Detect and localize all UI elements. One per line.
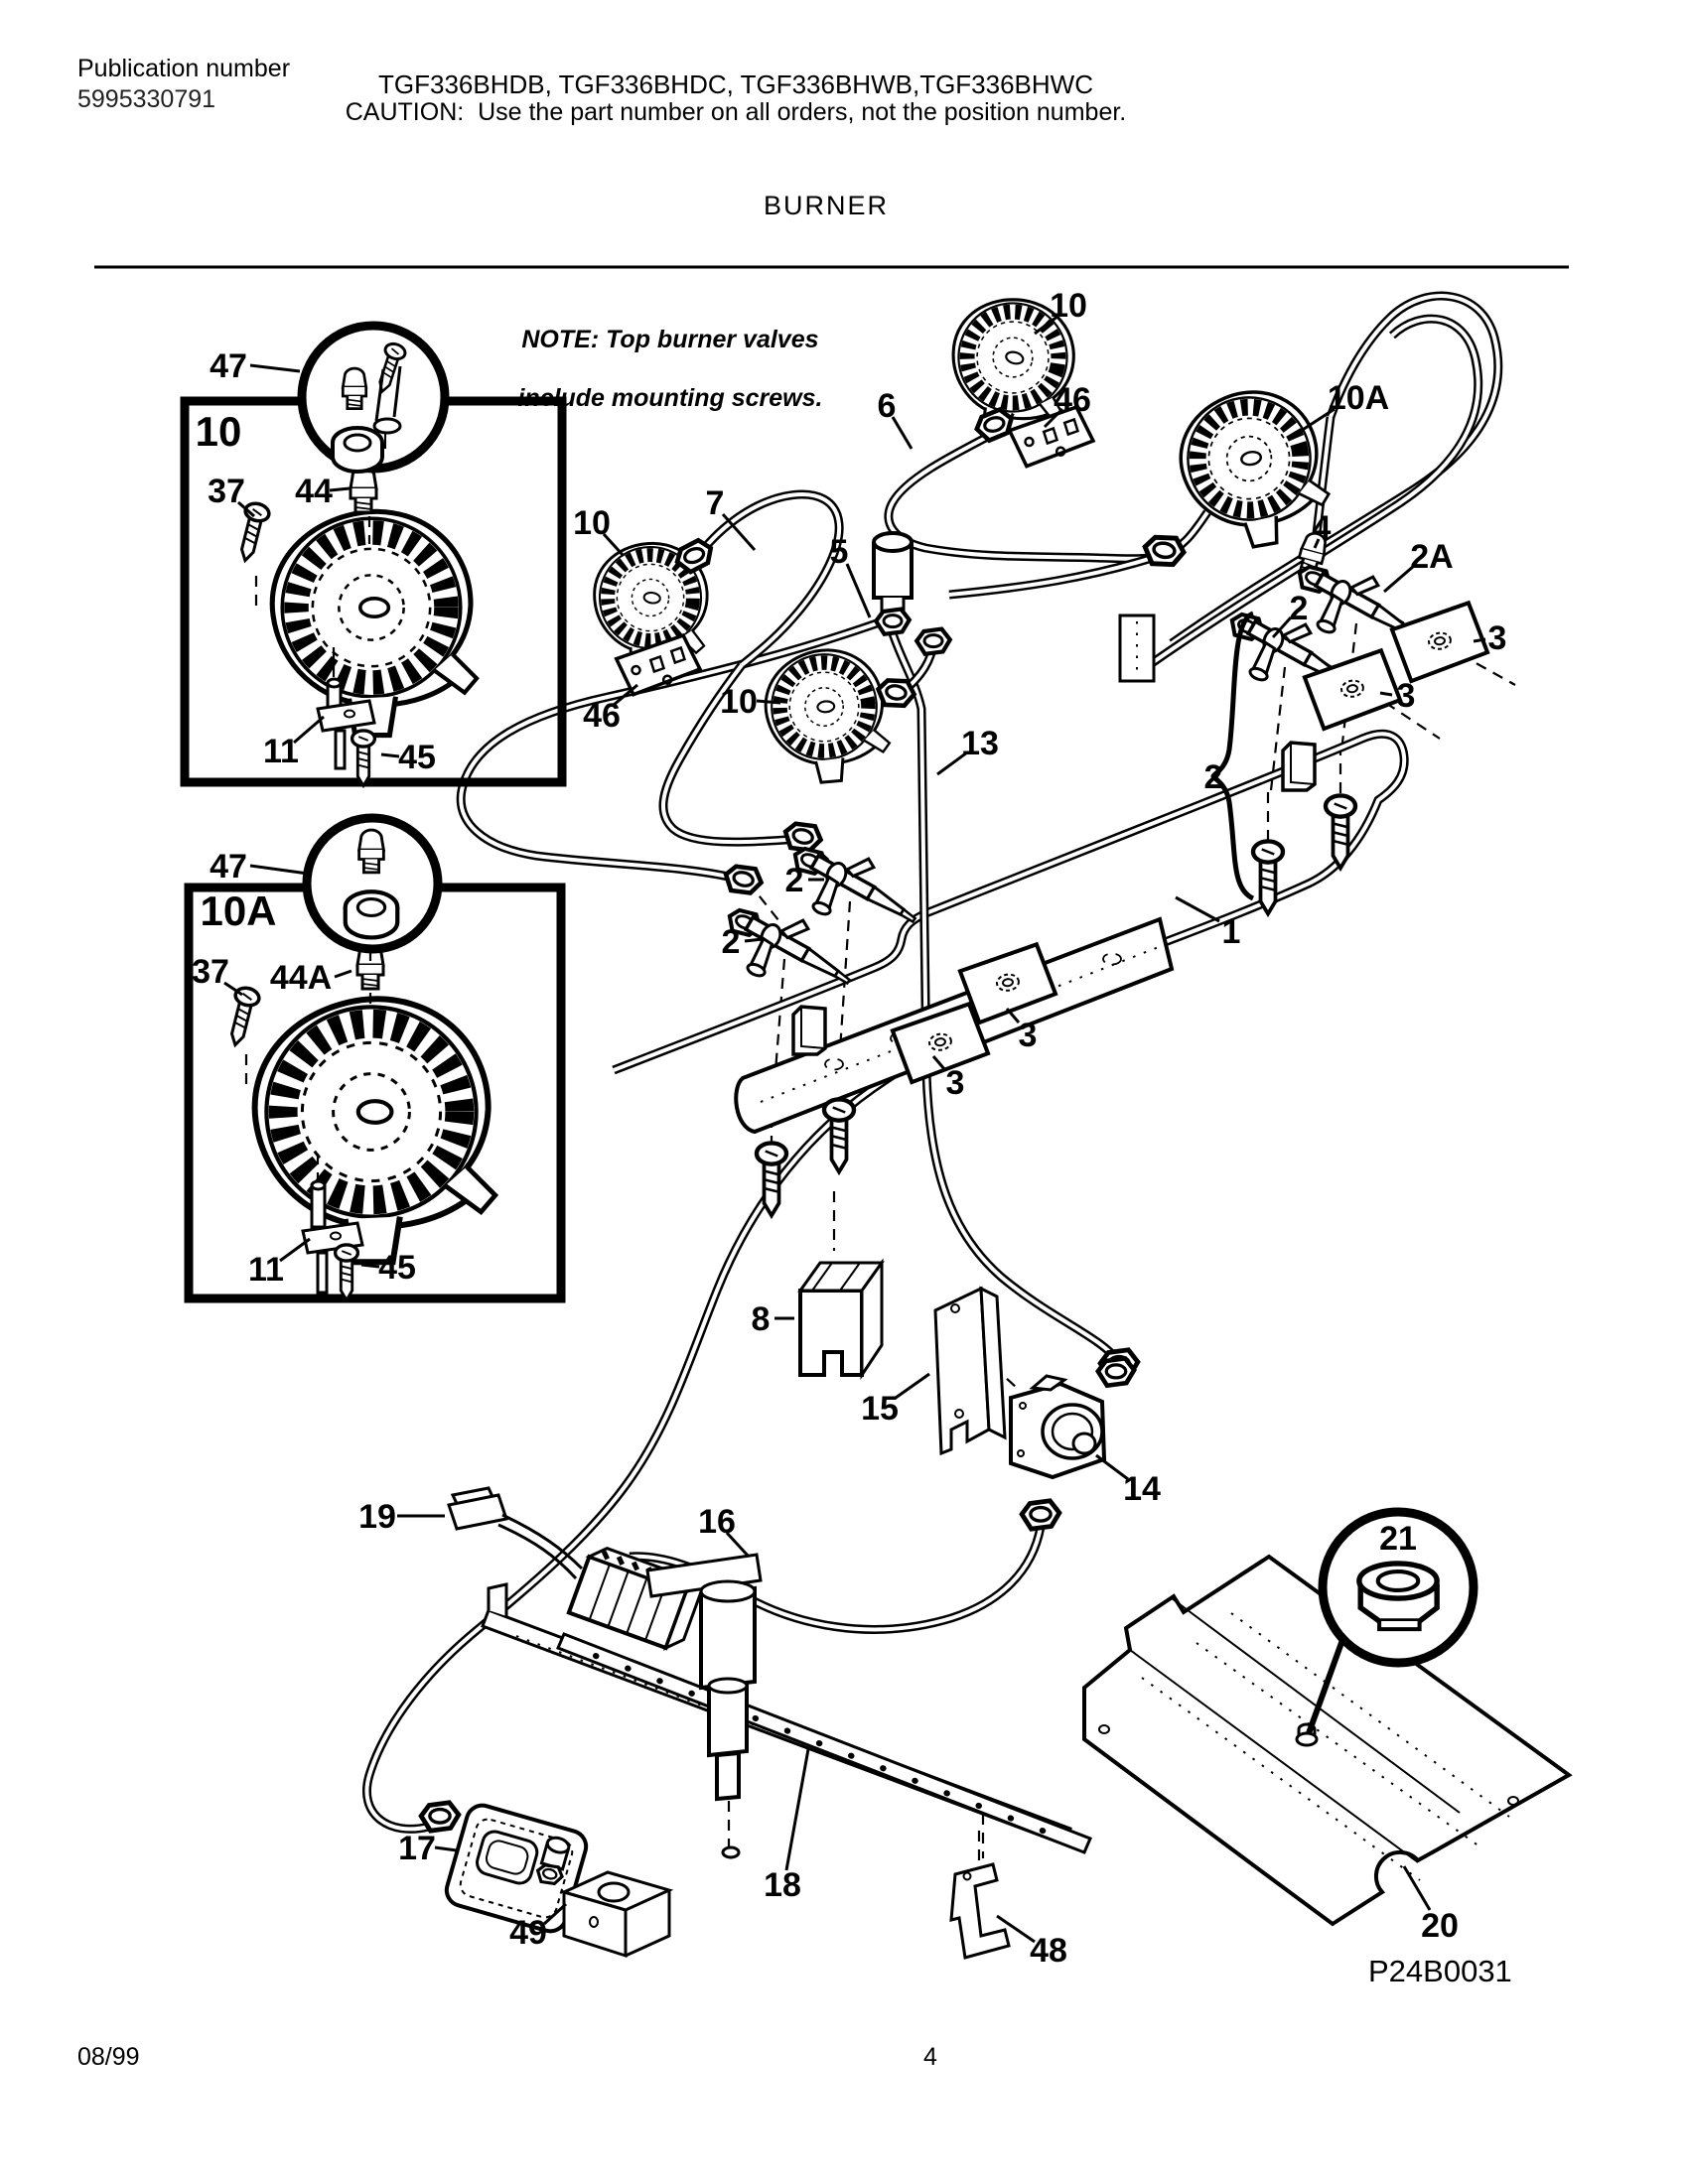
callout-2: 2 — [1289, 590, 1309, 628]
callout-leader-3 — [1380, 693, 1392, 695]
elbow-fitting — [874, 533, 912, 634]
page-title: BURNER — [763, 191, 890, 220]
callout-17: 17 — [398, 1830, 436, 1868]
callout-leader-44A — [335, 971, 352, 977]
callout-2: 2 — [784, 862, 804, 900]
callout-6: 6 — [877, 387, 897, 426]
callout-48: 48 — [1030, 1932, 1067, 1971]
callout-14: 14 — [1123, 1470, 1161, 1509]
callout-20: 20 — [1421, 1907, 1459, 1946]
spacer-block-8 — [800, 1263, 882, 1375]
footer-page-number: 4 — [923, 2043, 937, 2071]
callout-10: 10 — [720, 683, 758, 722]
callout-3: 3 — [1396, 677, 1416, 716]
callout-leader-5 — [847, 564, 870, 617]
callout-37: 37 — [192, 953, 229, 992]
callout-10: 10 — [195, 408, 242, 456]
callout-leader-15 — [896, 1374, 929, 1398]
callout-11: 11 — [263, 733, 299, 771]
callout-10A: 10A — [1327, 379, 1390, 418]
callout-leader-45 — [361, 1265, 379, 1267]
callout-2: 2 — [721, 923, 741, 962]
callout-4: 4 — [1312, 509, 1332, 548]
callout-18: 18 — [764, 1866, 801, 1905]
callout-leader-44 — [330, 488, 350, 490]
bracket-49 — [564, 1872, 669, 1956]
callout-3: 3 — [1487, 619, 1507, 658]
callout-45: 45 — [378, 1249, 416, 1288]
callout-37: 37 — [208, 473, 245, 511]
detail-circle-10a — [307, 818, 438, 949]
callout-46: 46 — [583, 697, 621, 736]
callout-49: 49 — [509, 1914, 547, 1953]
callout-leader-18 — [786, 1749, 808, 1870]
callout-leader-11 — [280, 1239, 310, 1261]
callout-leader-10 — [757, 701, 780, 703]
note-line2: include mounting screws. — [517, 383, 823, 412]
callout-44A: 44A — [269, 959, 333, 998]
callout-45: 45 — [398, 739, 436, 777]
callout-16: 16 — [698, 1503, 736, 1542]
callout-leader-47 — [250, 365, 300, 371]
callout-2-brace — [1213, 614, 1253, 898]
callout-10A: 10A — [200, 887, 277, 935]
callout-47: 47 — [210, 347, 247, 386]
callout-leader-17 — [435, 1847, 457, 1850]
callout-19: 19 — [358, 1498, 396, 1537]
callout-3: 3 — [1018, 1017, 1038, 1055]
footer-date: 08/99 — [77, 2043, 140, 2071]
callout-21: 21 — [1379, 1520, 1417, 1559]
bracket-15 — [935, 1289, 1005, 1453]
callout-5: 5 — [829, 533, 849, 572]
caution-text: CAUTION: Use the part number on all orders, not the position number. — [345, 98, 1127, 126]
callout-2A: 2A — [1410, 538, 1454, 577]
model-numbers: TGF336BHDB, TGF336BHDC, TGF336BHWB,TGF336BHWC — [378, 69, 1093, 99]
callout-47: 47 — [210, 848, 247, 887]
oven-burner-tube — [558, 1634, 1090, 1852]
pressure-regulator — [1011, 1376, 1104, 1477]
callout-leader-3 — [1474, 639, 1485, 641]
publication-label: Publication number — [77, 55, 291, 82]
callout-44: 44 — [295, 473, 333, 511]
detail-circle-10 — [302, 326, 445, 472]
callout-leader-47 — [250, 866, 308, 874]
callout-8: 8 — [751, 1300, 771, 1339]
callout-leader-20 — [1404, 1866, 1430, 1910]
callout-15: 15 — [861, 1390, 899, 1429]
callout-7: 7 — [705, 484, 725, 523]
callout-leader-1 — [1176, 897, 1219, 921]
callout-3: 3 — [945, 1064, 965, 1103]
callout-2: 2 — [1203, 758, 1223, 797]
callout-leader-45 — [381, 754, 399, 756]
note-line1: NOTE: Top burner valves — [521, 325, 819, 353]
callout-leader-2 — [745, 939, 763, 941]
callout-1: 1 — [1221, 913, 1241, 952]
callout-11: 11 — [248, 1251, 284, 1290]
clip-48 — [951, 1864, 1009, 1958]
publication-number: 5995330791 — [77, 85, 216, 113]
callout-46: 46 — [1054, 381, 1091, 420]
callout-10: 10 — [573, 504, 611, 543]
callout-13: 13 — [961, 725, 999, 763]
surface-burner-center — [762, 645, 893, 786]
diagram-code: P24B0031 — [1368, 1954, 1512, 1988]
callout-10: 10 — [1050, 287, 1087, 326]
